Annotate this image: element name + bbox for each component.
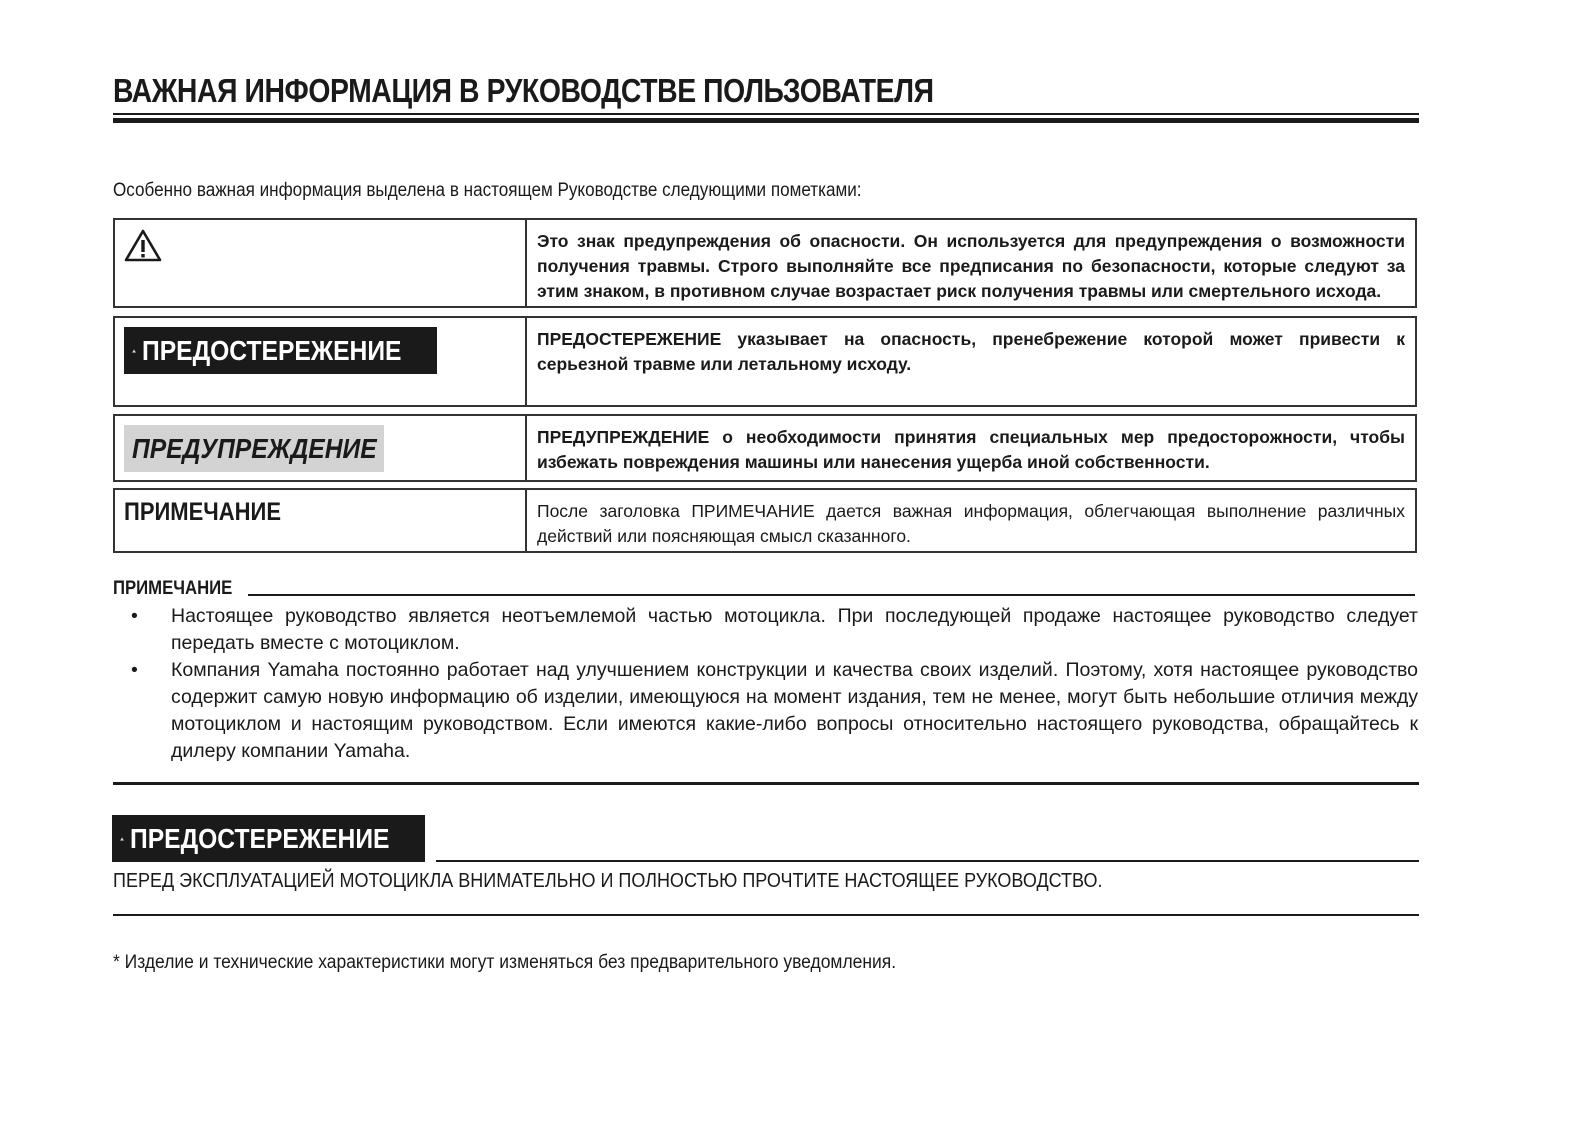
legend-label-cell [115, 220, 527, 306]
list-item [113, 657, 1418, 765]
title-rule-thick [113, 118, 1419, 123]
intro-text: Особенно важная информация выделена в настоящем Руководстве следующими пометками: [113, 180, 862, 201]
title-rule [113, 113, 1419, 115]
legend-row-note [113, 488, 1417, 553]
warning-triangle-icon [132, 336, 136, 366]
legend-row-warning [113, 316, 1417, 407]
legend-label-cell [115, 490, 527, 551]
page-title: ВАЖНАЯ ИНФОРМАЦИЯ В РУКОВОДСТВЕ ПОЛЬЗОВАТЕЛЯ [113, 72, 934, 109]
warning-bottom-rule [113, 914, 1419, 916]
bullet-icon: • [131, 659, 138, 681]
legend-description: Это знак предупреждения об опасности. Он используется для предупреждения о возможности получения травмы. Строго выполняйте все предписания по безопасности, которые следуют за этим знаком, в противном случае возрастает риск получения травмы или смертельного исхода. [537, 231, 1405, 301]
warning-text: ПЕРЕД ЭКСПЛУАТАЦИЕЙ МОТОЦИКЛА ВНИМАТЕЛЬНО И ПОЛНОСТЬЮ ПРОЧТИТЕ НАСТОЯЩЕЕ РУКОВОДСТВО. [113, 870, 1103, 892]
disclaimer: * Изделие и технические характеристики могут изменяться без предварительного уведомления. [113, 952, 897, 973]
warning-triangle-icon [123, 228, 163, 264]
note-heading: ПРИМЕЧАНИЕ [113, 578, 233, 599]
warning-label: ПРЕДОСТЕРЕЖЕНИЕ [124, 327, 437, 374]
bullet-icon: • [131, 605, 138, 627]
bullet-text: Компания Yamaha постоянно работает над улучшением конструкции и качества своих изделий. Поэтому, хотя настоящее руководство содержит самую новую информацию об изделии, имеющуюся на момент издания, тем не менее, могут быть небольшие отличия между мотоциклом и настоящим руководством. Если имеются какие-либо вопросы относительно настоящего руководства, обращайтесь к дилеру компании Yamaha. [171, 659, 1418, 762]
warning-label: ПРЕДОСТЕРЕЖЕНИЕ [112, 815, 425, 862]
note-heading-rule [248, 594, 1415, 596]
notice-label: ПРЕДУПРЕЖДЕНИЕ [124, 425, 384, 472]
section-divider [113, 782, 1419, 785]
legend-label-cell [115, 416, 527, 480]
warning-triangle-icon [120, 824, 124, 854]
legend-label-cell [115, 318, 527, 405]
legend-description: ПРЕДУПРЕЖДЕНИЕ о необходимости принятия специальных мер предосторожности, чтобы избежать повреждения машины или нанесения ущерба иной собственности. [537, 427, 1405, 472]
legend-row-notice [113, 414, 1417, 482]
note-bullet-list [113, 603, 1418, 765]
bullet-text: Настоящее руководство является неотъемлемой частью мотоцикла. При последующей продаже настоящее руководство следует передать вместе с мотоциклом. [171, 605, 1418, 654]
legend-description: ПРЕДОСТЕРЕЖЕНИЕ указывает на опасность, пренебрежение которой может привести к серьезной травме или летальному исходу. [537, 329, 1405, 374]
legend-row-safety-alert [113, 218, 1417, 308]
legend-description: После заголовка ПРИМЕЧАНИЕ дается важная информация, облегчающая выполнение различных действий или поясняющая смысл сказанного. [537, 501, 1405, 546]
warning-rule [436, 860, 1419, 862]
note-label: ПРИМЕЧАНИЕ [124, 498, 282, 526]
list-item [113, 603, 1418, 657]
